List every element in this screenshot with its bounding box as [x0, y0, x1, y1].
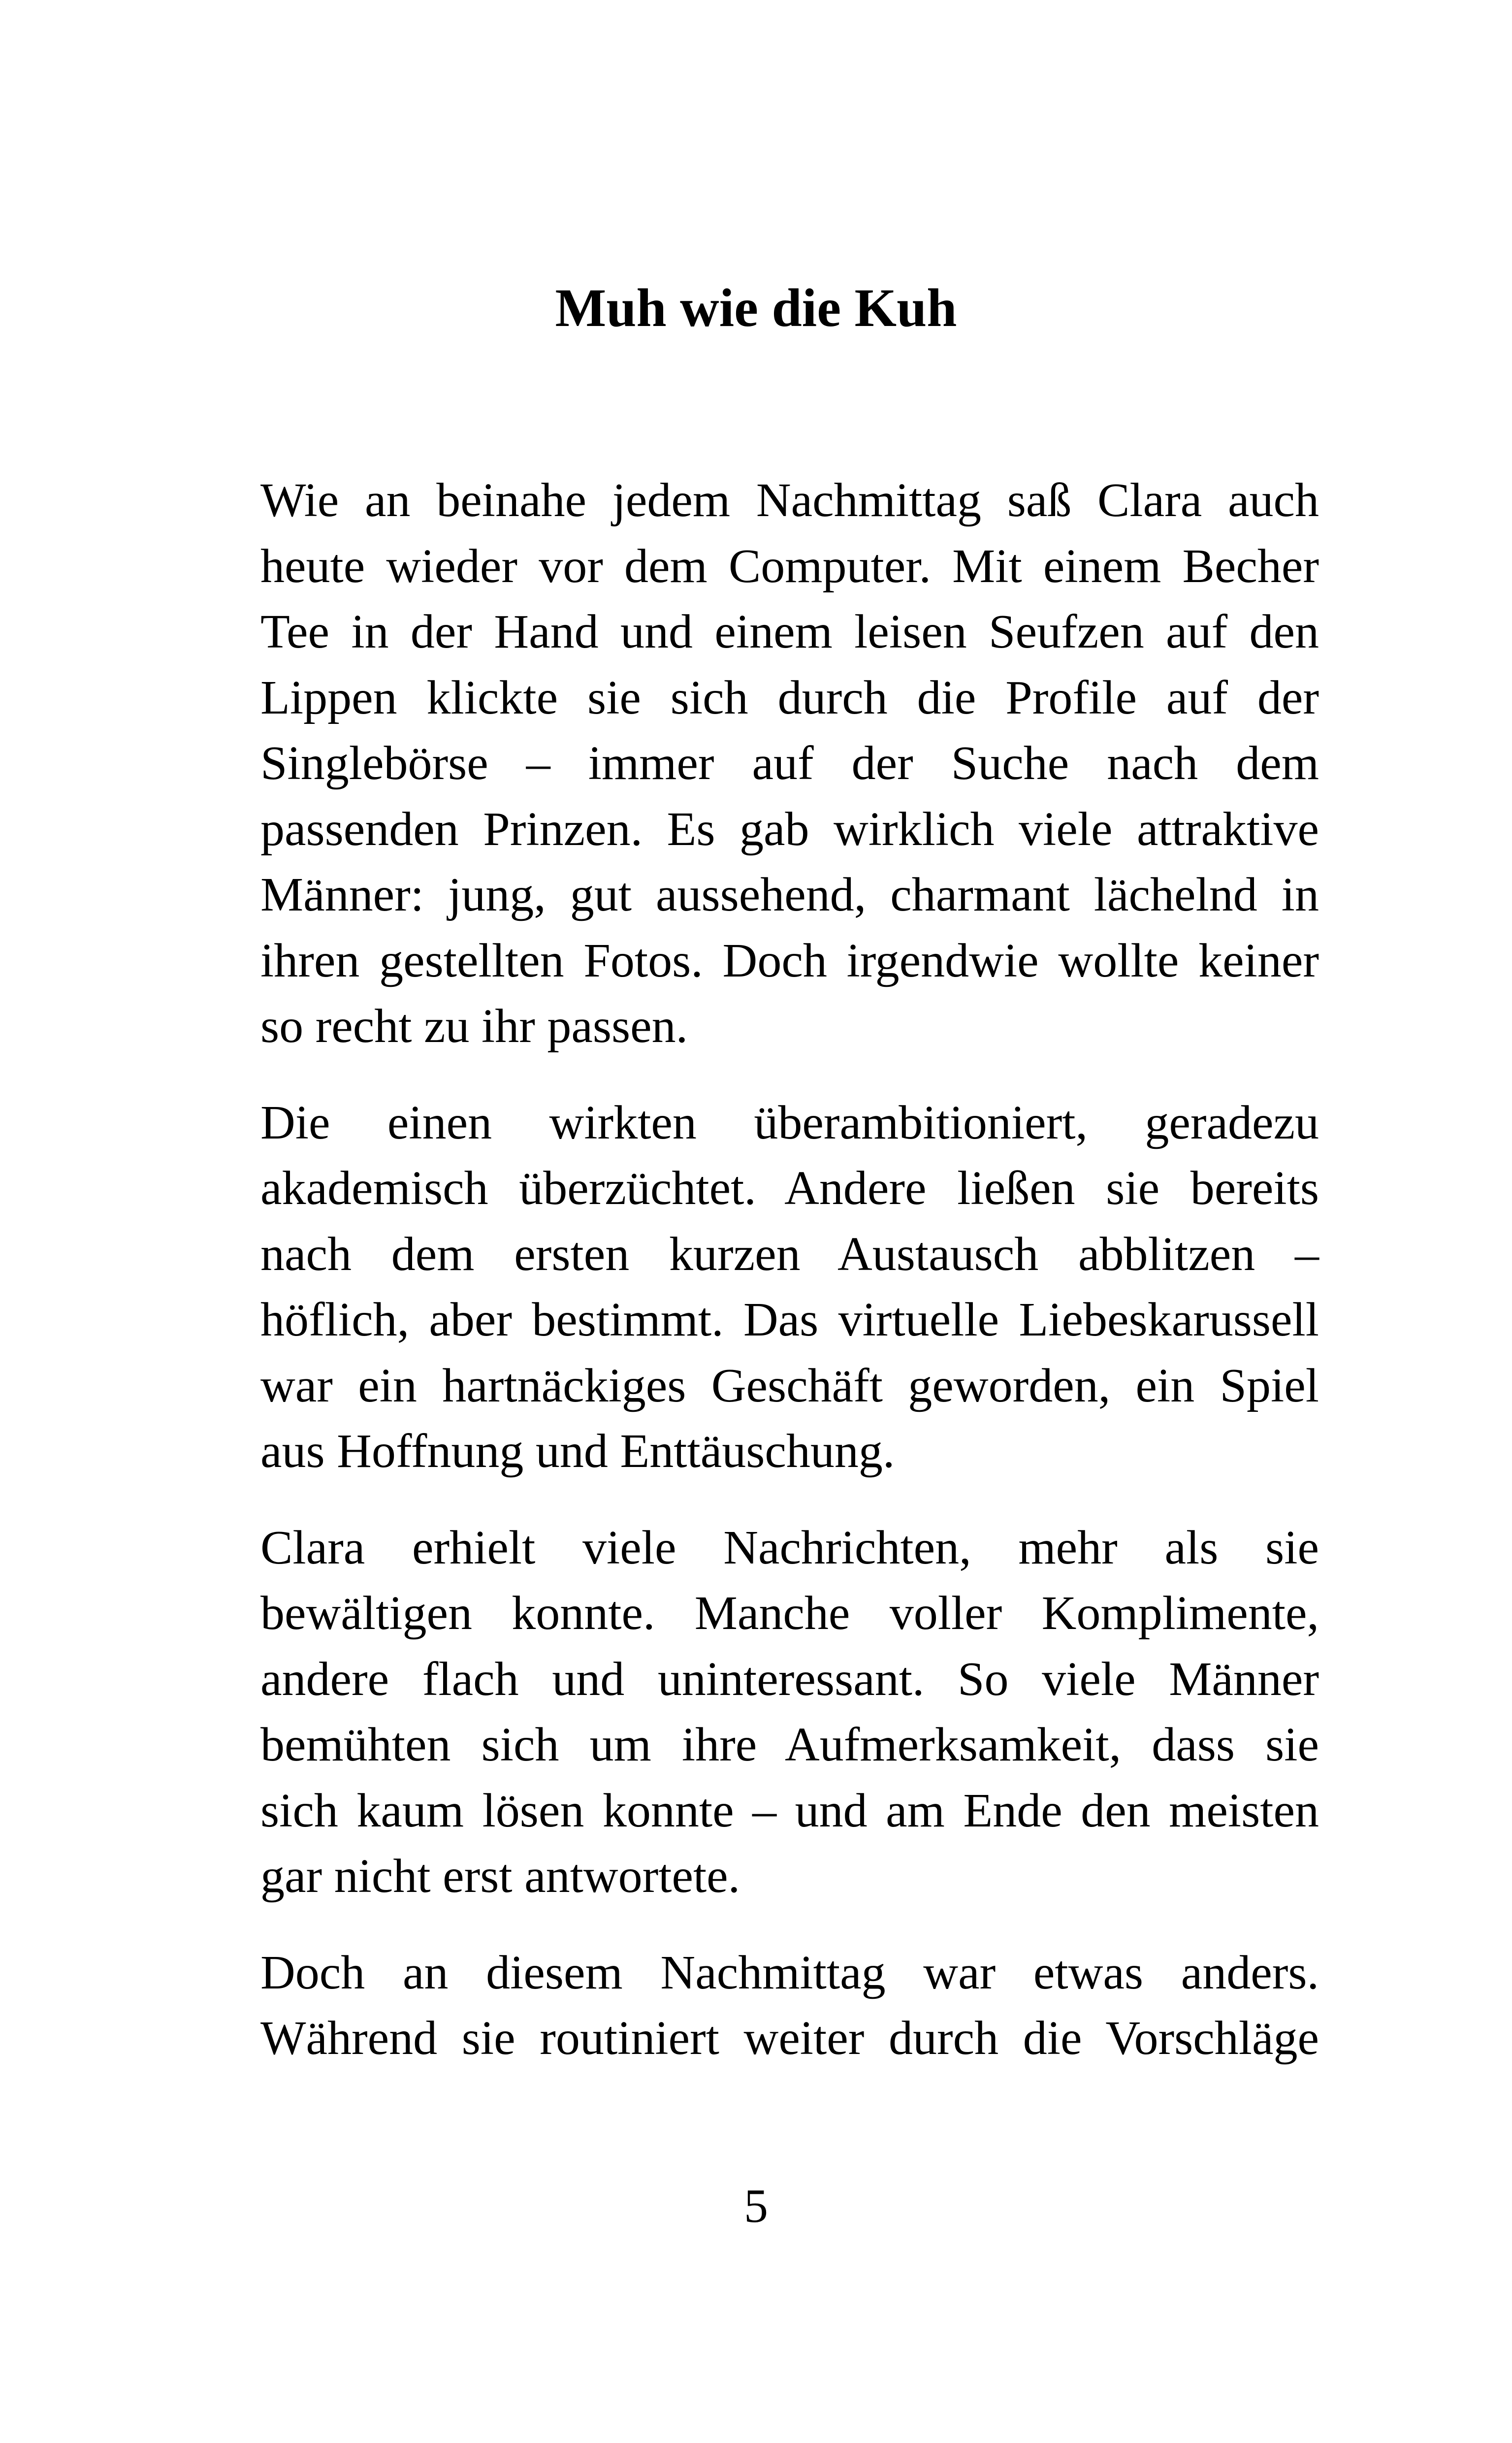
text-line: heute wieder vor dem Computer. Mit einem Becher: [260, 539, 1319, 593]
paragraph: [260, 468, 1319, 1060]
text-line: akademisch überzüchtet. Andere ließen sie bereits: [260, 1162, 1319, 1215]
chapter-title: Muh wie die Kuh: [555, 278, 957, 338]
text-line: war ein hartnäckiges Geschäft geworden, ein Spiel: [260, 1359, 1319, 1412]
text-line: Doch an diesem Nachmittag war etwas anders.: [260, 1946, 1319, 1999]
text-line: sich kaum lösen konnte – und am Ende den meisten: [260, 1784, 1319, 1837]
paragraph: [260, 1515, 1319, 1910]
page-number: 5: [744, 2180, 768, 2233]
text-line: Während sie routiniert weiter durch die Vorschläge: [260, 2012, 1319, 2065]
text-line: höflich, aber bestimmt. Das virtuelle Liebeskarussell: [260, 1293, 1319, 1346]
text-line: bemühten sich um ihre Aufmerksamkeit, dass sie: [260, 1718, 1319, 1771]
text-line: Lippen klickte sie sich durch die Profile auf der: [260, 671, 1319, 724]
text-line: aus Hoffnung und Enttäuschung.: [260, 1425, 895, 1478]
text-line: Singlebörse – immer auf der Suche nach dem: [260, 737, 1319, 790]
text-line: bewältigen konnte. Manche voller Komplimente,: [260, 1587, 1319, 1640]
text-line: so recht zu ihr passen.: [260, 1000, 688, 1053]
text-line: Wie an beinahe jedem Nachmittag saß Clara auch: [260, 474, 1319, 527]
text-line: gar nicht erst antwortete.: [260, 1850, 740, 1903]
text-line: Männer: jung, gut aussehend, charmant lächelnd in: [260, 868, 1319, 921]
text-line: Tee in der Hand und einem leisen Seufzen auf den: [260, 605, 1319, 658]
text-line: Die einen wirkten überambitioniert, geradezu: [260, 1096, 1319, 1149]
text-line: ihren gestellten Fotos. Doch irgendwie wollte keiner: [260, 934, 1319, 987]
body-text: [260, 468, 1319, 2102]
paragraph: [260, 1940, 1319, 2072]
paragraph: [260, 1090, 1319, 1485]
text-line: andere flach und uninteressant. So viele Männer: [260, 1652, 1319, 1706]
text-line: passenden Prinzen. Es gab wirklich viele attraktive: [260, 802, 1319, 856]
text-line: nach dem ersten kurzen Austausch abblitzen –: [260, 1227, 1319, 1281]
text-line: Clara erhielt viele Nachrichten, mehr als sie: [260, 1521, 1319, 1574]
